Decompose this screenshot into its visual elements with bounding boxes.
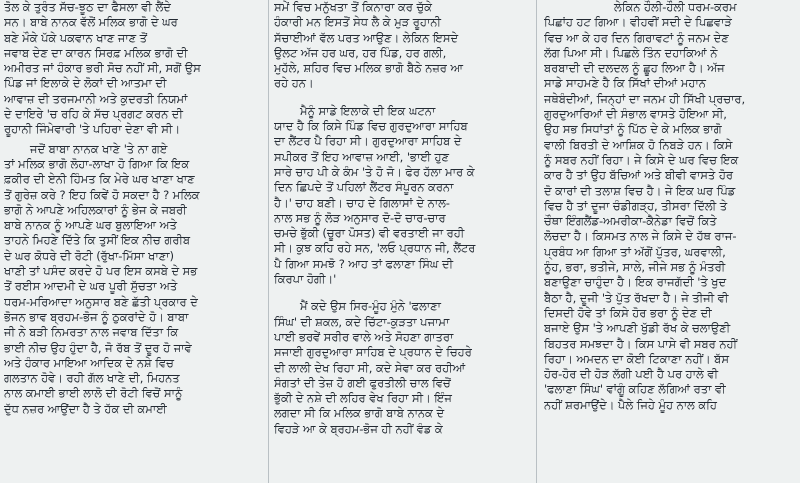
text-column-3 bbox=[540, 0, 800, 483]
text-line: ਤੋਂ ਰਈਸ ਆਦਮੀ ਦੇ ਘਰ ਪੂਰੀ ਸੁੱਚਤਾ ਅਤੇ bbox=[4, 279, 178, 294]
text-line: ਉਹ ਸਭ ਸਿਧਾਂਤਾਂ ਨੂੰ ਪਿੱਠ ਦੇ ਕੇ ਮਲਿਕ ਭਾਗੋ bbox=[544, 122, 722, 137]
text-line: ਪ੍ਰਬੰਧ ਆ ਗਿਆ ਤਾਂ ਅੱਗੋਂ ਪੁੱਤਰ, ਘਰਵਾਲੀ, bbox=[544, 244, 726, 259]
text-line: ਪੈ ਗਿਆ ਸਮਝੋ ? ਆਹ ਤਾਂ ਫਲਾਣਾ ਸਿੰਘ ਦੀ bbox=[274, 256, 454, 271]
text-line: ਬਰਬਾਦੀ ਦੀ ਦਲਦਲ ਨੂੰ ਛੂਹ ਲਿਆ ਹੈ। ਅੱਜ bbox=[544, 61, 725, 76]
text-line: ਹੰਕਾਰੀ ਮਨ ਇਸਤੋਂ ਸੇਧ ਲੈ ਕੇ ਮੁੜ ਰੂਹਾਨੀ bbox=[274, 15, 441, 30]
paragraph bbox=[4, 142, 262, 417]
text-line: ਜਦੋਂ ਬਾਬਾ ਨਾਨਕ ਖਾਣੇ 'ਤੇ ਨਾ ਗਏ bbox=[30, 141, 168, 156]
text-line: ਕਿਰਪਾ ਹੋਗੀ।' bbox=[274, 272, 337, 287]
text-line: ਸਜਾਈ ਗੁਰਦੁਆਰਾ ਸਾਹਿਬ ਦੇ ਪ੍ਰਧਾਨ ਦੇ ਚਿਹਰੇ bbox=[274, 345, 472, 360]
text-line: ਨਾਲ ਸਭ ਨੂੰ ਲੋੜ ਅਨੁਸਾਰ ਦੋ-ਦੋ ਚਾਰ-ਚਾਰ bbox=[274, 210, 446, 225]
text-line: ਧਰਮ-ਮਰਿਆਦਾ ਅਨੁਸਾਰ ਬਣੇ ਛੱਤੀ ਪ੍ਰਕਾਰ ਦੇ bbox=[4, 294, 198, 309]
text-line: ਲਗਦਾ ਸੀ ਕਿ ਮਲਿਕ ਭਾਗੋ ਬਾਬੇ ਨਾਨਕ ਦੇ bbox=[274, 406, 445, 421]
text-line: 'ਫਲਾਣਾ ਸਿੰਘ' ਵਾਂਗੂੰ ਕਹਿਣ ਲੱਗਿਆਂ ਰਤਾ ਵੀ bbox=[544, 382, 726, 397]
text-line: ਵਿਹੜੇ ਆ ਕੇ ਬ੍ਰਹਮ-ਭੋਜ ਹੀ ਨਹੀਂ ਵੰਡ ਕੇ bbox=[274, 421, 443, 436]
text-column-2 bbox=[270, 0, 532, 483]
text-line: ਮੁਹੱਲੇ, ਸ਼ਹਿਰ ਵਿਚ ਮਲਿਕ ਭਾਗੋ ਬੈਠੇ ਨਜ਼ਰ ਆ bbox=[274, 61, 463, 76]
text-line: ਬਾਬੇ ਨਾਨਕ ਨੂੰ ਆਪਣੇ ਘਰ ਬੁਲਾਇਆ ਅਤੇ bbox=[4, 218, 177, 233]
text-line: ਦਿਨ ਛਿਪਦੇ ਤੋਂ ਪਹਿਲਾਂ ਲੈਂਟਰ ਸੰਪੂਰਨ ਕਰਨਾ bbox=[274, 180, 454, 195]
text-line: ਤਾਹਨੇ ਮਿਹਣੇ ਦਿੱਤੇ ਕਿ ਤੁਸੀਂ ਇਕ ਨੀਚ ਗਰੀਬ bbox=[4, 233, 191, 248]
text-line: ਸਮੇਂ ਵਿਚ ਮਨੁੱਖਤਾ ਤੋਂ ਕਿਨਾਰਾ ਕਰ ਚੁੱਕੇ bbox=[274, 0, 432, 14]
text-line: ਭੋਜਨ ਭਾਵ ਬ੍ਰਹਮ-ਭੋਜ ਨੂੰ ਠੁਕਰਾਂਦੇ ਹੋ। ਬਾਬਾ bbox=[4, 309, 189, 324]
text-line: ਸੀ। ਕੁਝ ਕਹਿ ਰਹੇ ਸਨ, 'ਲਓ ਪ੍ਰਧਾਨ ਜੀ, ਲੈਂਟਰ bbox=[274, 241, 476, 256]
text-line: ਬੈਠਾ ਹੈ, ਦੂਜੀ 'ਤੇ ਪੁੱਤ ਰੱਖਦਾ ਹੈ। ਜੇ ਤੀਜੀ ਵੀ bbox=[544, 290, 729, 305]
paragraph bbox=[544, 0, 796, 413]
text-line: ਵਿਚ ਆ ਕੇ ਹਰ ਦਿਨ ਗਿਰਾਵਟਾਂ ਨੂੰ ਜਨਮ ਦੇਣ bbox=[544, 30, 729, 45]
text-line: ਮੈਨੂੰ ਸਾਡੇ ਇਲਾਕੇ ਦੀ ਇਕ ਘਟਨਾ bbox=[300, 103, 436, 118]
text-line: ਬਜਾਏ ਉਸ 'ਤੇ ਆਪਣੀ ਖੁੱਡੀ ਰੱਖ ਕੇ ਚਲਾਉਣੀ bbox=[544, 321, 731, 336]
text-line: ਅਮੀਰਤ ਜਾਂ ਹੰਕਾਰ ਭਰੀ ਸੋਚ ਨਹੀਂ ਸੀ, ਸਗੋਂ ਉਸ bbox=[4, 61, 201, 76]
text-line: ਲੱਗ ਪਿਆ ਸੀ। ਪਿਛਲੇ ਤਿੰਨ ਦਹਾਕਿਆਂ ਨੇ bbox=[544, 45, 718, 60]
text-line: ਉਲਟ ਅੱਜ ਹਰ ਘਰ, ਹਰ ਪਿੰਡ, ਹਰ ਗਲੀ, bbox=[274, 45, 447, 60]
paragraph bbox=[274, 0, 528, 92]
text-line: ਤੋਲ ਕੇ ਤੁਰੰਤ ਸੱਚ-ਝੂਠ ਦਾ ਫੈਸਲਾ ਵੀ ਲੈਂਦੇ bbox=[4, 0, 171, 14]
text-line: ਜਥੇਬੰਦੀਆਂ, ਜਿਨ੍ਹਾਂ ਦਾ ਜਨਮ ਹੀ ਸਿੱਖੀ ਪ੍ਰਚਾਰ, bbox=[544, 91, 746, 106]
text-line: ਲੇਕਿਨ ਹੌਲੀ-ਹੌਲੀ ਧਰਮ-ਕਰਮ bbox=[614, 0, 737, 14]
text-line: ਪਿਛਾਂਹ ਹਟ ਗਿਆ। ਵੀਹਵੀਂ ਸਦੀ ਦੇ ਪਿਛਵਾੜੇ bbox=[544, 15, 732, 30]
text-line: ਸਾਡੇ ਸਾਹਮਣੇ ਹੈ ਕਿ ਸਿੱਖਾਂ ਦੀਆਂ ਮਹਾਨ bbox=[544, 76, 706, 91]
text-line: ਸਪੀਕਰ ਤੋਂ ਇਹ ਆਵਾਜ਼ ਆਈ, 'ਭਾਈ ਹੁਣ bbox=[274, 149, 449, 164]
text-line: ਸਾਰੇ ਚਾਹ ਪੀ ਕੇ ਕੰਮ 'ਤੇ ਹੋ ਜੋ। ਫੇਰ ਹੱਲਾ ਮਾਰ ਕੇ bbox=[274, 164, 475, 179]
text-line: ਦੋ ਕਾਰਾਂ ਦੀ ਤਲਾਸ਼ ਵਿਚ ਹੈ। ਜੇ ਇਕ ਘਰ ਪਿੰਡ bbox=[544, 183, 736, 198]
column-divider bbox=[268, 0, 269, 483]
text-line: ਚੌਥਾ ਇੰਗਲੈਂਡ-ਅਮਰੀਕਾ-ਕੈਨੇਡਾ ਵਿਚੋਂ ਕਿਤੇ bbox=[544, 214, 717, 229]
text-line: ਮੈਂ ਕਦੇ ਉਸ ਸਿਰ-ਮੂੰਹ ਮੁੰਨੇ 'ਫਲਾਣਾ bbox=[300, 299, 441, 314]
text-line: ਸੱਚਾਈਆਂ ਵੱਲ ਪਰਤ ਆਉਣ। ਲੇਕਿਨ ਇਸਦੇ bbox=[274, 30, 459, 45]
text-line: ਜੀ ਨੇ ਬੜੀ ਨਿਮਰਤਾ ਨਾਲ ਜਵਾਬ ਦਿੱਤਾ ਕਿ bbox=[4, 325, 179, 340]
text-column-1 bbox=[0, 0, 266, 483]
text-line: ਹੈ।' ਚਾਹ ਬਣੀ। ਚਾਹ ਦੇ ਗਿਲਾਸਾਂ ਦੇ ਨਾਲ- bbox=[274, 195, 450, 210]
text-line: ਭੁੱਕੀ ਦੇ ਨਸ਼ੇ ਦੀ ਲਹਿਰ ਵੇਖ ਰਿਹਾ ਸੀ। ਇੰਜ bbox=[274, 391, 452, 406]
text-line: ਕਾਰ ਹੈ ਤਾਂ ਉਹ ਬੱਚਿਆਂ ਅਤੇ ਬੀਵੀ ਵਾਸਤੇ ਹੋਰ bbox=[544, 168, 733, 183]
text-line: ਵਾਲੀ ਬਿਰਤੀ ਦੇ ਆਸ਼ਿਕ ਹੋ ਨਿਬੜੇ ਹਨ। ਕਿਸੇ bbox=[544, 137, 733, 152]
text-line: ਵਿਚ ਹੈ ਤਾਂ ਦੂਜਾ ਚੰਡੀਗੜ੍ਹ, ਤੀਸਰਾ ਦਿੱਲੀ ਤੇ bbox=[544, 198, 728, 213]
text-line: ਬਣਾਉਣਾ ਚਾਹੁੰਦਾ ਹੈ। ਇਕ ਰਾਜਗੱਦੀ 'ਤੇ ਖੁਦ bbox=[544, 275, 727, 290]
text-line: ਦੁੱਧ ਨਜ਼ਰ ਆਉਂਦਾ ਹੈ ਤੇ ਹੱਕ ਦੀ ਕਮਾਈ bbox=[4, 401, 167, 416]
text-line: ਰਿਹਾ। ਅਮਦਨ ਦਾ ਕੋਈ ਟਿਕਾਣਾ ਨਹੀਂ। ਬੱਸ bbox=[544, 351, 729, 366]
text-line: ਗੁਰਦੁਆਰਿਆਂ ਦੀ ਸੰਭਾਲ ਵਾਸਤੇ ਹੋਇਆ ਸੀ, bbox=[544, 107, 727, 122]
paragraph bbox=[4, 0, 262, 138]
text-line: ਅਤੇ ਹੰਕਾਰ ਮਾਇਆ ਆਦਿਕ ਦੇ ਨਸ਼ੇ ਵਿਚ bbox=[4, 355, 174, 370]
paragraph bbox=[274, 299, 528, 437]
text-line: ਬਿਹਤਰ ਸਮਝਦਾ ਹੈ। ਕਿਸ ਪਾਸੇ ਵੀ ਸਬਰ ਨਹੀਂ bbox=[544, 336, 737, 351]
text-line: ਤਾਂ ਮਲਿਕ ਭਾਗੋ ਲੋਹਾ-ਲਾਖਾ ਹੋ ਗਿਆ ਕਿ ਇਕ bbox=[4, 156, 190, 171]
column-divider bbox=[536, 0, 537, 483]
text-line: ਆਵਾਜ਼ ਦੀ ਤਰਜਮਾਨੀ ਅਤੇ ਕੁਦਰਤੀ ਨਿਯਮਾਂ bbox=[4, 91, 188, 106]
text-line: ਨੂੰਹ, ਭਰਾ, ਭਤੀਜੇ, ਸਾਲੇ, ਜੀਜੇ ਸਭ ਨੂੰ ਮੰਤਰੀ bbox=[544, 260, 726, 275]
text-line: ਤੋਂ ਗੁਰੇਜ਼ ਕਰੇ ? ਇਹ ਕਿਵੇਂ ਹੋ ਸਕਦਾ ਹੈ ? ਮਲਿਕ bbox=[4, 187, 200, 202]
text-line: ਚਮਚੇ ਭੁੱਕੀ (ਚੂਰਾ ਪੋਸਤ) ਵੀ ਵਰਤਾਈ ਜਾ ਰਹੀ bbox=[274, 226, 465, 241]
text-line: ਰੂਹਾਨੀ ਜਿੰਮੇਵਾਰੀ 'ਤੇ ਪਹਿਰਾ ਦੇਣਾ ਵੀ ਸੀ। bbox=[4, 122, 181, 137]
text-line: ਦੀ ਲਾਲੀ ਦੇਖ ਰਿਹਾ ਸੀ, ਕਦੇ ਸੇਵਾ ਕਰ ਰਹੀਆਂ bbox=[274, 360, 466, 375]
text-line: ਦਿਸਦੀ ਹੋਵੇ ਤਾਂ ਕਿਸੇ ਹੋਰ ਭਰਾ ਨੂੰ ਦੇਣ ਦੀ bbox=[544, 305, 712, 320]
text-line: ਨਾਲ ਕਮਾਈ ਭਾਈ ਲਾਲੋ ਦੀ ਰੋਟੀ ਵਿਚੋਂ ਸਾਨੂੰ bbox=[4, 386, 183, 401]
text-line: ਦਾ ਲੈਂਟਰ ਪੈ ਰਿਹਾ ਸੀ। ਗੁਰਦੁਆਰਾ ਸਾਹਿਬ ਦੇ bbox=[274, 134, 462, 149]
text-line: ਦੇ ਦਾਇਰੇ 'ਚ ਰਹਿ ਕੇ ਸੱਚ ਪ੍ਰਗਟ ਕਰਨ ਦੀ bbox=[4, 107, 183, 122]
text-line: ਖਾਣੀ ਤਾਂ ਪਸੰਦ ਕਰਦੇ ਹੋ ਪਰ ਇਸ ਕਸਬੇ ਦੇ ਸਭ bbox=[4, 264, 198, 279]
text-line: ਯਾਦ ਹੈ ਕਿ ਕਿਸੇ ਪਿੰਡ ਵਿਚ ਗੁਰਦੁਆਰਾ ਸਾਹਿਬ bbox=[274, 119, 468, 134]
text-line: ਸਿੰਘ' ਦੀ ਸ਼ਕਲ, ਕਦੇ ਚਿੱਟਾ-ਕੁੜਤਾ ਪਜਾਮਾ bbox=[274, 314, 450, 329]
text-line: ਪਿੰਡ ਜਾਂ ਇਲਾਕੇ ਦੇ ਲੋਕਾਂ ਦੀ ਆਤਮਾ ਦੀ bbox=[4, 76, 167, 91]
text-line: ਨਹੀਂ ਸ਼ਰਮਾਉਂਦੇ। ਪੈਲੇ ਜਿਹੇ ਮੂੰਹ ਨਾਲ ਕਹਿ bbox=[544, 397, 717, 412]
paragraph bbox=[274, 104, 528, 288]
text-line: ਲੋਚਦਾ ਹੈ। ਕਿਸਮਤ ਨਾਲ ਜੇ ਕਿਸੇ ਦੇ ਹੱਥ ਰਾਜ- bbox=[544, 229, 737, 244]
text-line: ਸੰਗਤਾਂ ਦੀ ਤੇਜ਼ ਹੋ ਗਈ ਫੁਰਤੀਲੀ ਚਾਲ ਵਿਚੋਂ bbox=[274, 375, 451, 390]
text-line: ਪਾਈ ਭਰਵੇਂ ਸਰੀਰ ਵਾਲੇ ਅਤੇ ਸੋਹਣਾ ਗਾਤਰਾ bbox=[274, 329, 454, 344]
text-line: ਗਲਤਾਨ ਹੋਵੇ। ਰਹੀ ਗੱਲ ਖਾਣੇ ਦੀ, ਮਿਹਨਤ bbox=[4, 371, 180, 386]
text-line: ਸਨ। ਬਾਬੇ ਨਾਨਕ ਵੱਲੋਂ ਮਲਿਕ ਭਾਗੋ ਦੇ ਘਰ bbox=[4, 15, 178, 30]
text-line: ਦੇ ਘਰ ਕੋਧਰੇ ਦੀ ਰੋਟੀ (ਰੁੱਖਾ-ਮਿੱਸਾ ਖਾਣਾ) bbox=[4, 248, 174, 263]
text-line: ਫ਼ਕੀਰ ਦੀ ਏਨੀ ਹਿੰਮਤ ਕਿ ਮੇਰੇ ਘਰ ਖਾਣਾ ਖਾਣ bbox=[4, 172, 195, 187]
text-line: ਹੋਰ-ਹੋਰ ਦੀ ਹੋੜ ਲੱਗੀ ਪਈ ਹੈ ਪਰ ਹਾਲੇ ਵੀ bbox=[544, 367, 718, 382]
text-line: ਨੂੰ ਸਬਰ ਨਹੀਂ ਰਿਹਾ। ਜੇ ਕਿਸੇ ਦੇ ਘਰ ਵਿਚ ਇਕ bbox=[544, 152, 739, 167]
text-line: ਭਾਈ ਨੀਚ ਉਹ ਹੁੰਦਾ ਹੈ, ਜੋ ਰੱਬ ਤੋਂ ਦੂਰ ਹੋ ਜਾਵੇ bbox=[4, 340, 192, 355]
text-line: ਰਹੇ ਹਨ। bbox=[274, 76, 314, 91]
text-line: ਬਣੇ ਮੌਕੇ ਪੱਕੇ ਪਕਵਾਨ ਖਾਣ ਜਾਣ ਤੋਂ bbox=[4, 30, 147, 45]
text-line: ਜਵਾਬ ਦੇਣ ਦਾ ਕਾਰਨ ਸਿਰਫ਼ ਮਲਿਕ ਭਾਗੋ ਦੀ bbox=[4, 45, 188, 60]
text-line: ਭਾਗੋ ਨੇ ਆਪਣੇ ਅਹਿਲਕਾਰਾਂ ਨੂੰ ਭੇਜ ਕੇ ਜਬਰੀ bbox=[4, 202, 187, 217]
